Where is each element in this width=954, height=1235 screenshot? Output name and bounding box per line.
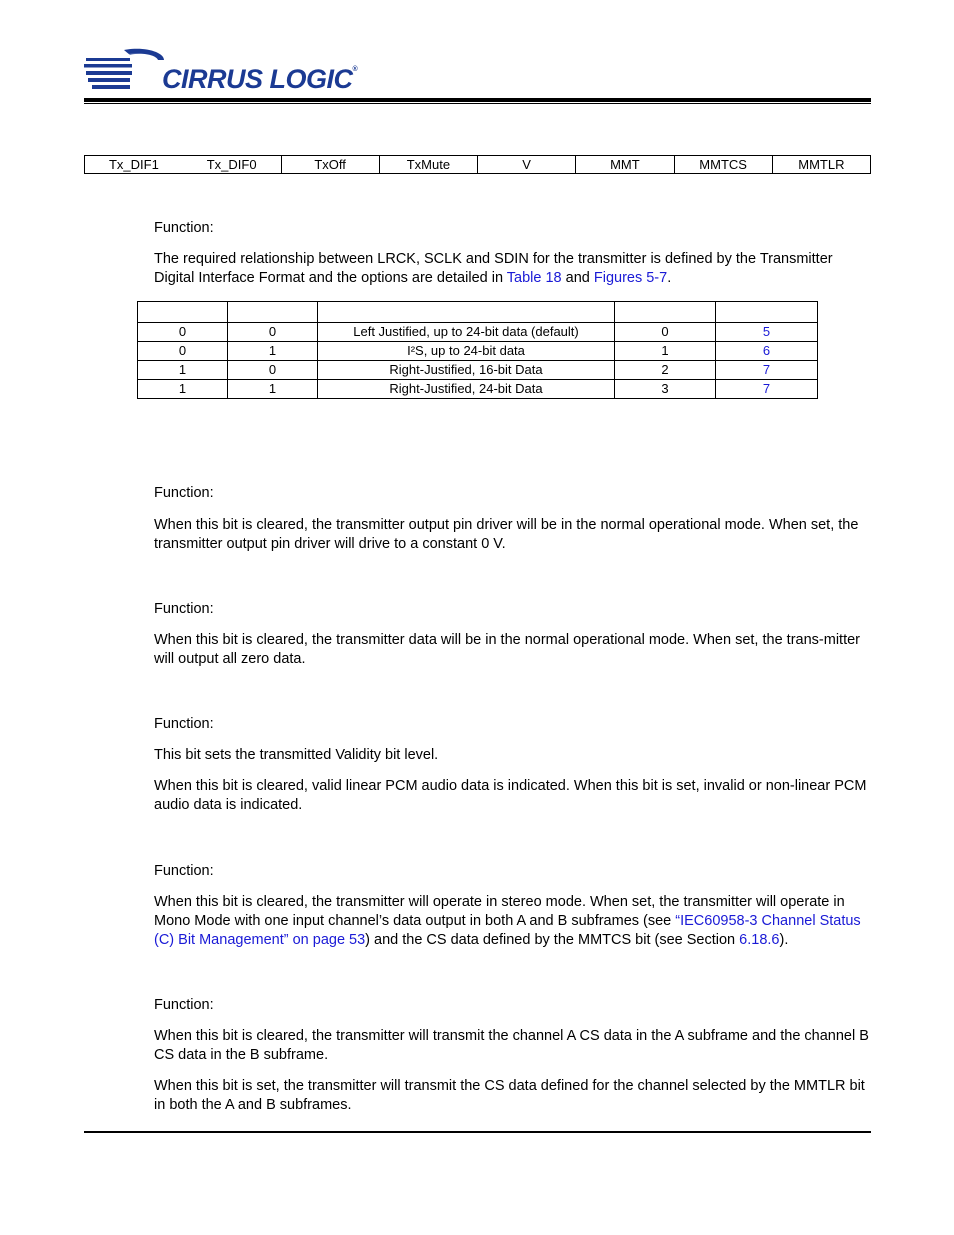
table-row [138,380,818,399]
description-cell: Right-Justified, 24-bit Data [318,380,615,399]
section-6-18-6-link[interactable]: 6.18.6 [739,932,780,948]
dif1-cell: 0 [138,323,228,342]
register-bit-row [85,156,871,174]
figure-link[interactable]: 5 [762,324,771,339]
txmute-description: When this bit is cleared, the transmitter data will be in the normal operational mode. When set, the trans-mitter will output all zero data. [154,632,860,667]
format-table-header [138,302,818,323]
bit-cell-2: MMT [576,156,674,174]
dif0-cell: 1 [228,342,318,361]
txoff-function-label: Function: [154,485,214,501]
bit-cell-0: MMTLR [772,156,870,174]
mmt-function-label: Function: [154,863,214,879]
mmtcs-description-1: When this bit is cleared, the transmitter will transmit the channel A CS data in the A subframe and the channel B CS data in the B subframe. [154,1028,869,1063]
table-row [138,342,818,361]
description-cell: Left Justified, up to 24-bit data (default) [318,323,615,342]
figure-cell [716,342,818,361]
figure-link[interactable]: 6 [762,343,771,358]
txoff-description: When this bit is cleared, the transmitter output pin driver will be in the normal operational mode. When set, the transmitter output pin driver will drive to a constant 0 V. [154,517,859,552]
description-cell: I²S, up to 24-bit data [318,342,615,361]
v-description-1: This bit sets the transmitted Validity bit level. [154,747,439,763]
iec-channel-status-link[interactable]: “IEC60958-3 Channel Status (C) Bit Management” on page 53 [154,913,861,948]
mmtcs-function-label: Function: [154,997,214,1013]
bit-cell-7: Tx_DIF1 [85,156,183,174]
txmute-function-label: Function: [154,601,214,617]
logo-swoosh-icon [84,46,164,98]
figure-link[interactable]: 7 [762,362,771,377]
table-row [138,323,818,342]
bit-cell-6: Tx_DIF0 [183,156,281,174]
txdif-description: The required relationship between LRCK, SCLK and SDIN for the transmitter is defined by the Transmitter Digital Interface Format and the options are detailed in Table 18 and Figures 5-7. [154,251,833,286]
figure-link[interactable]: 7 [762,381,771,396]
logo-wordmark: CIRRUS LOGIC® [162,64,358,94]
header-rule [84,98,871,102]
format-cell: 2 [615,361,716,380]
dif0-cell: 0 [228,361,318,380]
dif1-cell: 1 [138,380,228,399]
header-cell [716,302,818,323]
v-function-label: Function: [154,716,214,732]
mmt-description: When this bit is cleared, the transmitter will operate in stereo mode. When set, the transmitter will operate in Mono Mode with one input channel’s data output in both A and B subframes (see “IEC60958-3 Channel Status (C) Bit Management” on page 53) and the CS data defined by the MMTCS bit (see Section 6.18.6). [154,894,861,948]
figures-5-7-link[interactable]: Figures 5-7 [593,270,668,286]
dif1-cell: 0 [138,342,228,361]
format-table [137,301,818,399]
header-cell [615,302,716,323]
bit-cell-3: V [478,156,576,174]
header-cell [228,302,318,323]
footer-rule [84,1131,871,1133]
table-18-link[interactable]: Table 18 [506,270,562,286]
figure-cell [716,323,818,342]
format-cell: 0 [615,323,716,342]
description-cell: Right-Justified, 16-bit Data [318,361,615,380]
bit-cell-5: TxOff [281,156,379,174]
header-rule-thin [84,103,871,104]
mmtcs-description-2: When this bit is set, the transmitter will transmit the CS data defined for the channel selected by the MMTLR bit in both the A and B subframes. [154,1078,865,1113]
v-description-2: When this bit is cleared, valid linear PCM audio data is indicated. When this bit is set, invalid or non-linear PCM audio data is indicated. [154,778,867,813]
format-cell: 1 [615,342,716,361]
figure-cell [716,361,818,380]
bit-cell-1: MMTCS [674,156,772,174]
dif0-cell: 1 [228,380,318,399]
dif0-cell: 0 [228,323,318,342]
format-cell: 3 [615,380,716,399]
register-bit-table [84,155,871,174]
figure-cell [716,380,818,399]
table-row [138,361,818,380]
header-cell [138,302,228,323]
dif1-cell: 1 [138,361,228,380]
txdif-function-label: Function: [154,220,214,236]
bit-cell-4: TxMute [379,156,477,174]
cirrus-logic-logo [84,46,374,98]
header-cell [318,302,615,323]
